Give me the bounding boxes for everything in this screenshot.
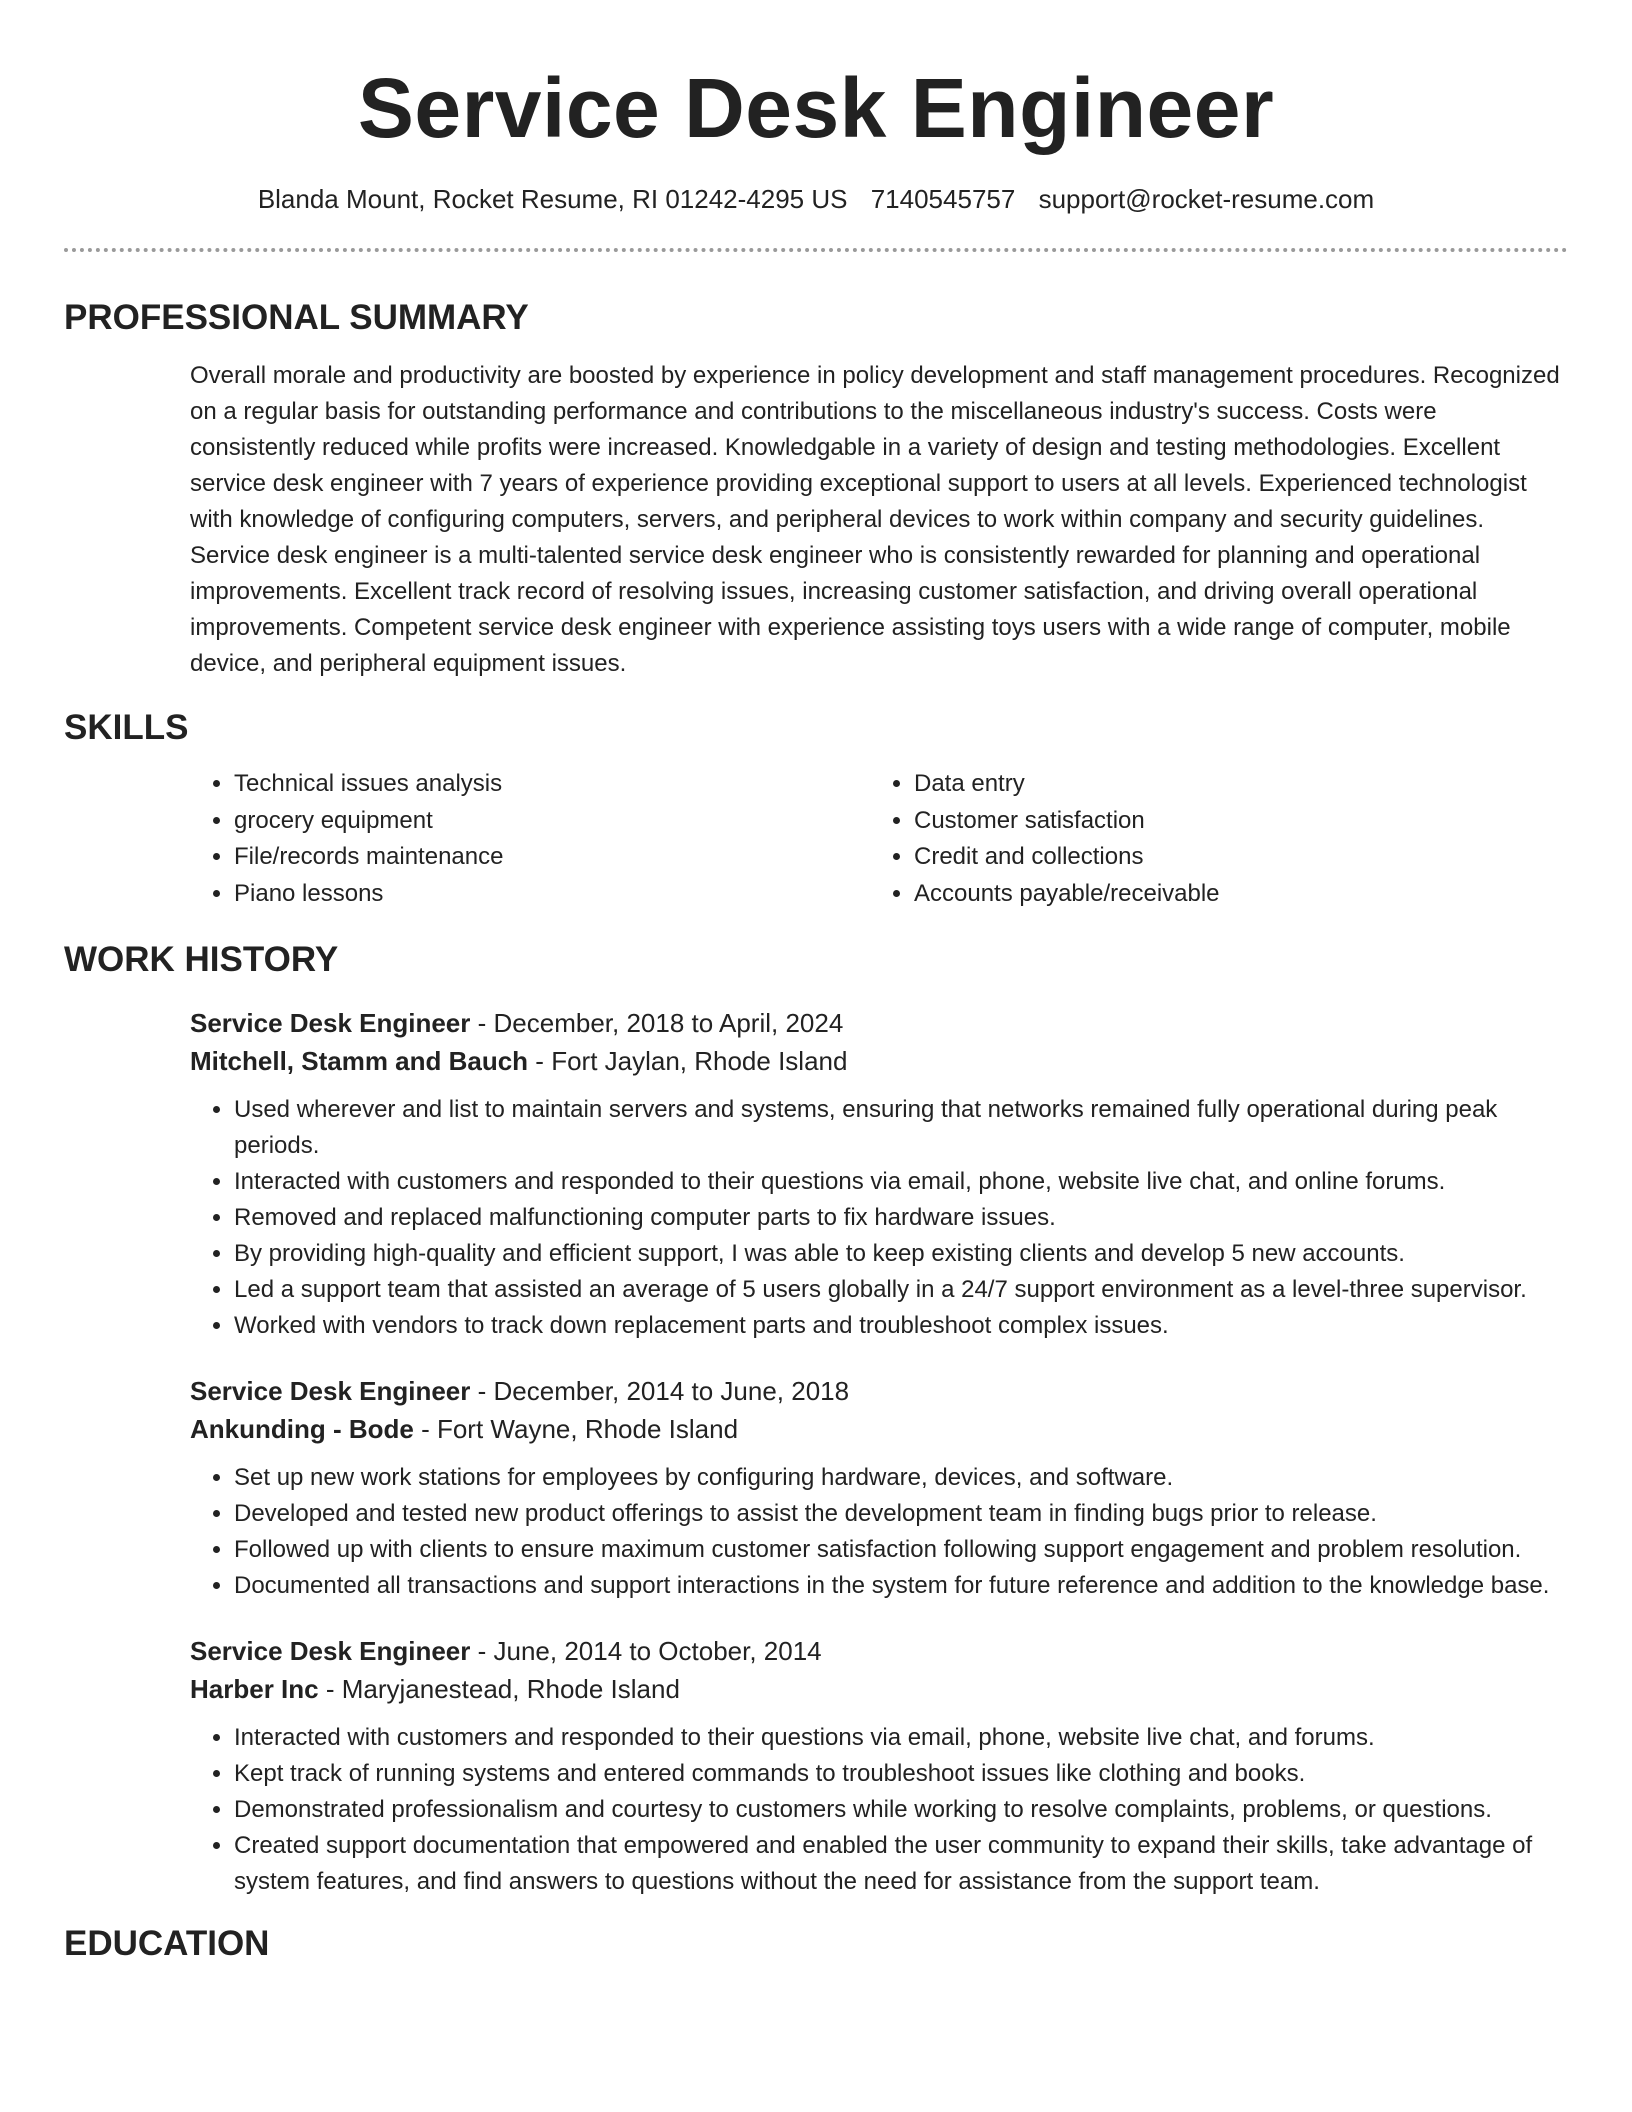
duty-item: • Used wherever and list to maintain servers and systems, ensuring that networks remained fully operational during peak periods. [234,1092,1568,1164]
job-dates: June, 2014 to October, 2014 [493,1636,822,1666]
job-dates: December, 2014 to June, 2018 [493,1376,850,1406]
job-duties [190,1720,1568,1900]
job-company-line: Mitchell, Stamm and Bauch - Fort Jaylan, Rhode Island [190,1046,848,1076]
skill-item: • File/records maintenance [234,839,870,876]
job-role-line: Service Desk Engineer - December, 2018 to April, 2024 [190,1008,844,1038]
skills-list [190,766,1568,912]
job-company-line: Ankunding - Bode - Fort Wayne, Rhode Island [190,1414,739,1444]
job-duties [190,1460,1568,1604]
contact-phone: 7140545757 [870,184,1016,214]
job-company: Harber Inc [190,1674,319,1704]
skill-item: • Data entry [914,766,1514,803]
job-entry [190,1372,1568,1604]
duty-item: • Led a support team that assisted an average of 5 users globally in a 24/7 support environment as a level-three supervisor. [234,1272,1568,1308]
duty-item: • Documented all transactions and support interactions in the system for future reference and addition to the knowledge base. [234,1568,1568,1604]
duty-item: • By providing high-quality and efficient support, I was able to keep existing clients and develop 5 new accounts. [234,1236,1568,1272]
duty-item: • Interacted with customers and responded to their questions via email, phone, website live chat, and online forums. [234,1164,1568,1200]
skill-item: • Credit and collections [914,839,1514,876]
resume-page [64,0,1568,1966]
skill-item: • Customer satisfaction [914,803,1514,840]
duty-item: • Kept track of running systems and entered commands to troubleshoot issues like clothing and books. [234,1756,1568,1792]
header-divider [64,248,1568,252]
job-role: Service Desk Engineer [190,1636,471,1666]
duty-item: • Set up new work stations for employees by configuring hardware, devices, and software. [234,1460,1568,1496]
duty-item: • Developed and tested new product offerings to assist the development team in finding bugs prior to release. [234,1496,1568,1532]
skill-item: • grocery equipment [234,803,870,840]
job-location: Maryjanestead, Rhode Island [341,1674,680,1704]
duty-item: • Interacted with customers and responded to their questions via email, phone, website live chat, and forums. [234,1720,1568,1756]
education-title: EDUCATION [64,1924,270,1963]
duty-item: • Worked with vendors to track down replacement parts and troubleshoot complex issues. [234,1308,1568,1344]
job-role: Service Desk Engineer [190,1376,471,1406]
contact-address: Blanda Mount, Rocket Resume, RI 01242-4295 US [257,184,848,214]
job-location: Fort Jaylan, Rhode Island [551,1046,848,1076]
contact-email: support@rocket-resume.com [1038,184,1375,214]
job-dates: December, 2018 to April, 2024 [493,1008,844,1038]
duty-item: • Followed up with clients to ensure maximum customer satisfaction following support engagement and problem resolution. [234,1532,1568,1568]
summary-text: Overall morale and productivity are boosted by experience in policy development and staff management procedures. Recognized on a regular basis for outstanding performance and contributions to the miscellaneous industry's success. Costs were consistently reduced while profits were increased. Knowledgable in a variety of design and testing methodologies. Excellent service desk engineer with 7 years of experience providing exceptional support to users at all levels. Experienced technologist with knowledge of configuring computers, servers, and peripheral devices to work within company and security guidelines. Service desk engineer is a multi-talented service desk engineer who is consistently rewarded for planning and operational improvements. Excellent track record of resolving issues, increasing customer satisfaction, and driving overall operational improvements. Competent service desk engineer with experience assisting toys users with a wide range of computer, mobile device, and peripheral equipment issues. [190,362,1560,677]
education-section [64,1922,1568,1966]
skills-title: SKILLS [64,708,189,747]
job-role: Service Desk Engineer [190,1008,471,1038]
duty-item: • Removed and replaced malfunctioning computer parts to fix hardware issues. [234,1200,1568,1236]
skills-column-2 [870,766,1514,912]
contact-line [64,182,1568,216]
work-history-title: WORK HISTORY [64,940,339,979]
skills-column-1 [190,766,870,912]
skill-item: • Technical issues analysis [234,766,870,803]
summary-section [64,296,1568,682]
job-role-line: Service Desk Engineer - June, 2014 to October, 2014 [190,1636,822,1666]
skills-section [64,706,1568,912]
job-entry [190,1632,1568,1900]
candidate-name: Service Desk Engineer [357,61,1275,155]
job-entry [190,1004,1568,1344]
duty-item: • Demonstrated professionalism and courtesy to customers while working to resolve complaints, problems, or questions. [234,1792,1568,1828]
job-company: Ankunding - Bode [190,1414,414,1444]
job-role-line: Service Desk Engineer - December, 2014 to June, 2018 [190,1376,850,1406]
work-history-section [64,938,1568,1900]
job-duties [190,1092,1568,1344]
skill-item: • Piano lessons [234,876,870,913]
summary-title: PROFESSIONAL SUMMARY [64,298,529,337]
job-company: Mitchell, Stamm and Bauch [190,1046,529,1076]
duty-item: • Created support documentation that empowered and enabled the user community to expand their skills, take advantage of system features, and find answers to questions without the need for assistance from the support team. [234,1828,1568,1900]
skill-item: • Accounts payable/receivable [914,876,1514,913]
job-location: Fort Wayne, Rhode Island [436,1414,739,1444]
job-company-line: Harber Inc - Maryjanestead, Rhode Island [190,1674,680,1704]
